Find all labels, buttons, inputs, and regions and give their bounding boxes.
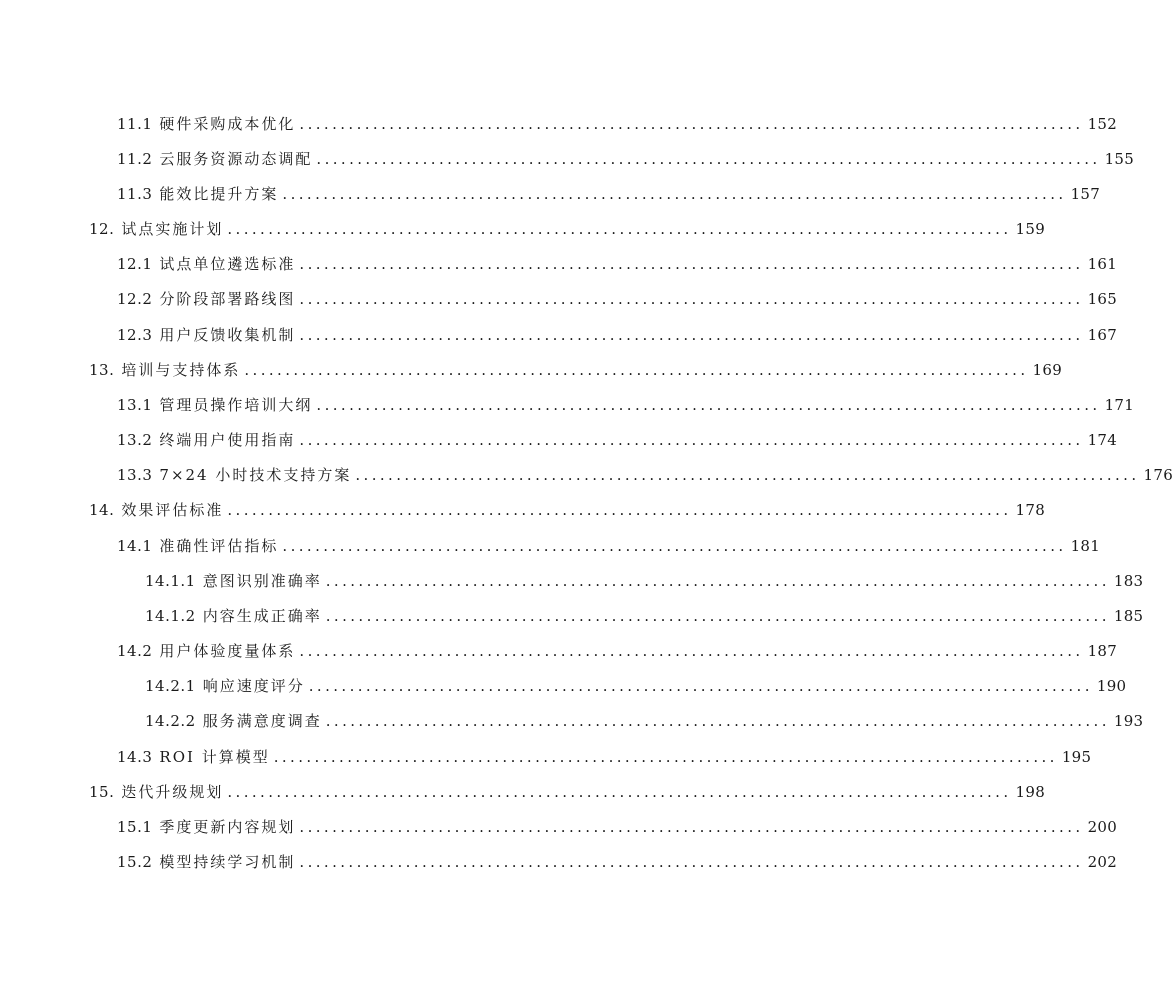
toc-entry-number: 15.1 (117, 818, 153, 836)
toc-entry-number: 11.3 (117, 185, 153, 203)
toc-entry-15-1[interactable] (117, 817, 1118, 837)
toc-entry-number: 12. (89, 220, 115, 238)
toc-entry-12-2[interactable] (117, 289, 1118, 309)
toc-entry-title: 用户反馈收集机制 (159, 326, 296, 344)
toc-entry-12-1[interactable] (117, 254, 1118, 274)
toc-entry-14-1-1[interactable] (145, 571, 1144, 591)
toc-entry-number: 14.2.2 (145, 712, 196, 730)
toc-entry-number: 14.2.1 (145, 677, 196, 695)
toc-entry-12[interactable] (89, 219, 1046, 239)
dot-leader: ................................................................................................ (227, 501, 1012, 519)
dot-leader: ................................................................................................ (227, 220, 1012, 238)
dot-leader: ................................................................................................ (325, 607, 1110, 625)
toc-entry-page: 195 (1061, 748, 1092, 766)
toc-entry-title: 季度更新内容规划 (159, 818, 296, 836)
dot-leader: ................................................................................................ (299, 431, 1084, 449)
toc-entry-title: 效果评估标准 (121, 501, 224, 519)
toc-entry-title: 服务满意度调查 (202, 712, 322, 730)
toc-entry-title: 用户体验度量体系 (159, 642, 296, 660)
toc-entry-page: 152 (1087, 115, 1118, 133)
toc-entry-title: 管理员操作培训大纲 (159, 396, 313, 414)
toc-entry-13[interactable] (89, 360, 1063, 380)
toc-entry-page: 155 (1104, 150, 1135, 168)
toc-entry-15[interactable] (89, 782, 1046, 802)
toc-entry-12-3[interactable] (117, 325, 1118, 345)
toc-entry-page: 161 (1087, 255, 1118, 273)
toc-entry-title: ROI 计算模型 (159, 748, 270, 766)
toc-entry-13-3[interactable] (117, 465, 1173, 485)
toc-entry-number: 11.1 (117, 115, 153, 133)
toc-entry-title: 终端用户使用指南 (159, 431, 296, 449)
toc-entry-page: 167 (1087, 326, 1118, 344)
toc-entry-14-1-2[interactable] (145, 606, 1144, 626)
toc-entry-number: 12.3 (117, 326, 153, 344)
dot-leader: ................................................................................................ (244, 361, 1029, 379)
toc-entry-page: 200 (1087, 818, 1118, 836)
toc-entry-title: 能效比提升方案 (159, 185, 279, 203)
toc-entry-title: 分阶段部署路线图 (159, 290, 296, 308)
dot-leader: ................................................................................................ (316, 396, 1101, 414)
toc-entry-page: 165 (1087, 290, 1118, 308)
dot-leader: ................................................................................................ (325, 572, 1110, 590)
toc-entry-number: 14. (89, 501, 115, 519)
toc-entry-title: 7×24 小时技术支持方案 (159, 466, 352, 484)
toc-entry-title: 内容生成正确率 (202, 607, 322, 625)
toc-entry-title: 培训与支持体系 (121, 361, 241, 379)
toc-entry-14-3[interactable] (117, 747, 1092, 767)
toc-entry-number: 14.1.2 (145, 607, 196, 625)
toc-entry-11-3[interactable] (117, 184, 1101, 204)
toc-entry-number: 13.1 (117, 396, 153, 414)
toc-entry-14-2[interactable] (117, 641, 1118, 661)
dot-leader: ................................................................................................ (273, 748, 1058, 766)
toc-entry-page: 171 (1104, 396, 1135, 414)
dot-leader: ................................................................................................ (316, 150, 1101, 168)
toc-entry-14-1[interactable] (117, 536, 1101, 556)
toc-entry-13-2[interactable] (117, 430, 1118, 450)
dot-leader: ................................................................................................ (299, 255, 1084, 273)
toc-entry-11-2[interactable] (117, 149, 1135, 169)
dot-leader: ................................................................................................ (299, 115, 1084, 133)
toc-entry-title: 意图识别准确率 (202, 572, 322, 590)
toc-entry-number: 14.2 (117, 642, 153, 660)
toc-entry-number: 15. (89, 783, 115, 801)
toc-entry-number: 14.1 (117, 537, 153, 555)
toc-entry-title: 迭代升级规划 (121, 783, 224, 801)
toc-entry-title: 响应速度评分 (202, 677, 305, 695)
toc-entry-page: 176 (1143, 466, 1173, 484)
toc-entry-page: 181 (1070, 537, 1101, 555)
toc-entry-number: 12.1 (117, 255, 153, 273)
toc-entry-page: 159 (1015, 220, 1046, 238)
toc-entry-page: 193 (1113, 712, 1144, 730)
dot-leader: ................................................................................................ (355, 466, 1140, 484)
dot-leader: ................................................................................................ (299, 642, 1084, 660)
toc-entry-title: 硬件采购成本优化 (159, 115, 296, 133)
dot-leader: ................................................................................................ (308, 677, 1093, 695)
toc-entry-number: 14.1.1 (145, 572, 196, 590)
toc-entry-number: 14.3 (117, 748, 153, 766)
toc-entry-number: 13.2 (117, 431, 153, 449)
dot-leader: ................................................................................................ (299, 326, 1084, 344)
toc-entry-number: 15.2 (117, 853, 153, 871)
toc-entry-page: 169 (1032, 361, 1063, 379)
toc-entry-page: 198 (1015, 783, 1046, 801)
dot-leader: ................................................................................................ (282, 537, 1067, 555)
toc-entry-number: 13.3 (117, 466, 153, 484)
toc-entry-page: 178 (1015, 501, 1046, 519)
dot-leader: ................................................................................................ (227, 783, 1012, 801)
toc-entry-page: 190 (1096, 677, 1127, 695)
dot-leader: ................................................................................................ (299, 853, 1084, 871)
toc-entry-11-1[interactable] (117, 114, 1118, 134)
toc-entry-title: 试点单位遴选标准 (159, 255, 296, 273)
toc-entry-13-1[interactable] (117, 395, 1135, 415)
toc-entry-number: 11.2 (117, 150, 153, 168)
toc-entry-title: 模型持续学习机制 (159, 853, 296, 871)
toc-entry-14[interactable] (89, 500, 1046, 520)
toc-entry-page: 202 (1087, 853, 1118, 871)
toc-entry-title: 试点实施计划 (121, 220, 224, 238)
toc-entry-number: 12.2 (117, 290, 153, 308)
toc-entry-14-2-2[interactable] (145, 711, 1144, 731)
dot-leader: ................................................................................................ (325, 712, 1110, 730)
toc-entry-14-2-1[interactable] (145, 676, 1127, 696)
toc-entry-page: 174 (1087, 431, 1118, 449)
toc-entry-page: 157 (1070, 185, 1101, 203)
toc-entry-number: 13. (89, 361, 115, 379)
toc-entry-page: 183 (1113, 572, 1144, 590)
toc-entry-15-2[interactable] (117, 852, 1118, 872)
dot-leader: ................................................................................................ (299, 290, 1084, 308)
toc-entry-title: 云服务资源动态调配 (159, 150, 313, 168)
toc-entry-title: 准确性评估指标 (159, 537, 279, 555)
toc-entry-page: 187 (1087, 642, 1118, 660)
dot-leader: ................................................................................................ (299, 818, 1084, 836)
toc-entry-page: 185 (1113, 607, 1144, 625)
dot-leader: ................................................................................................ (282, 185, 1067, 203)
